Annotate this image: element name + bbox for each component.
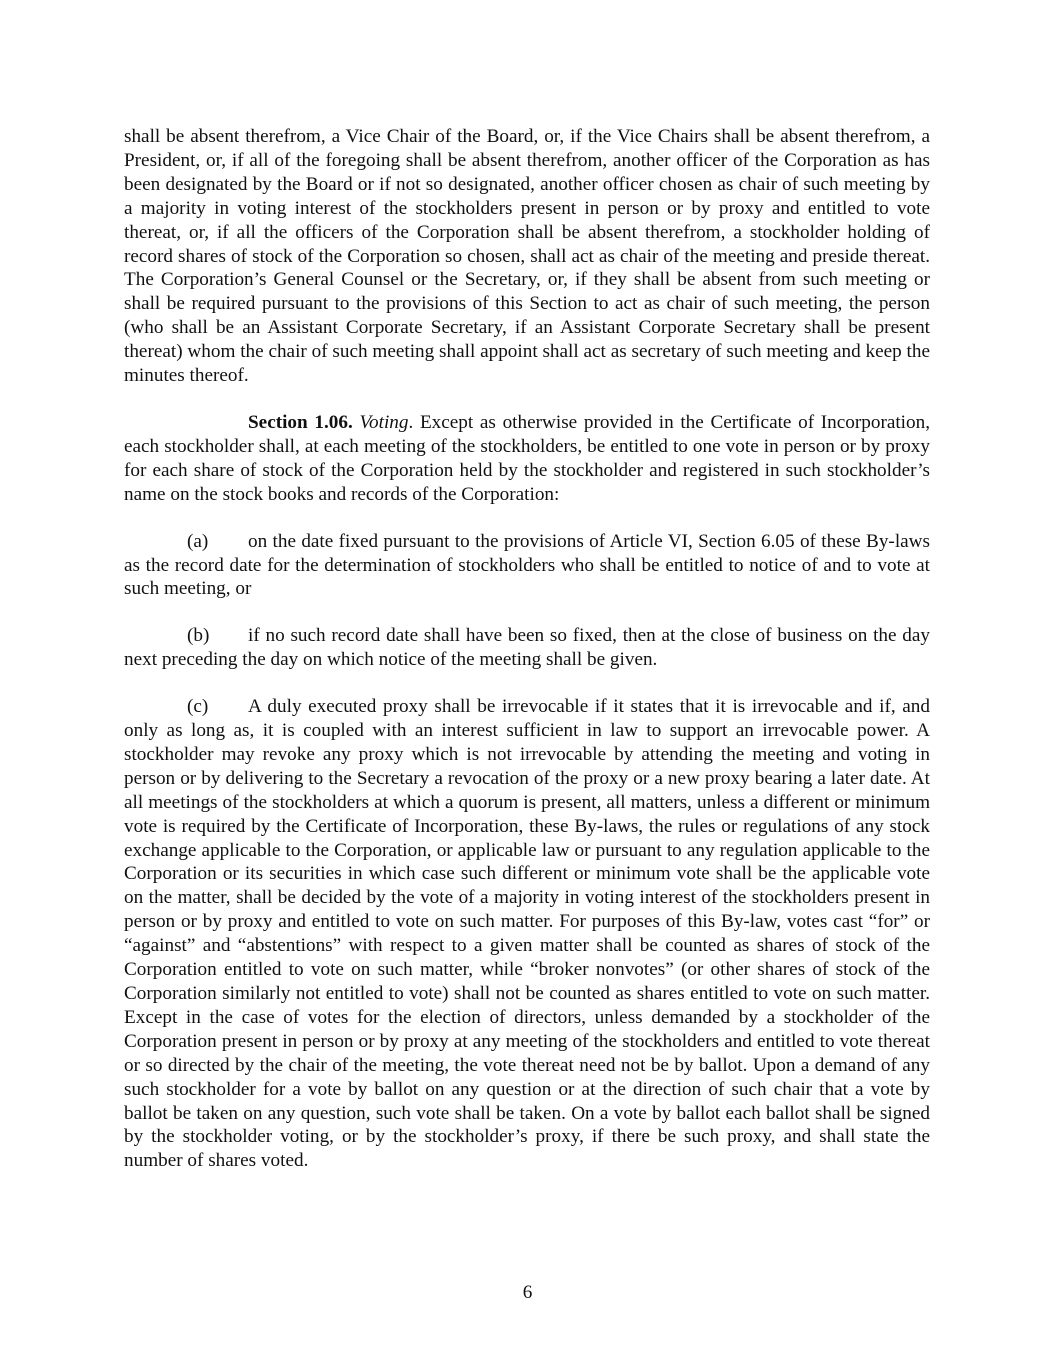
section-number: Section 1.06. xyxy=(248,411,353,433)
continued-paragraph: shall be absent therefrom, a Vice Chair of the Board, or, if the Vice Chairs shall be absent therefrom, a President, or, if all of the foregoing shall be absent therefrom, another officer of the Corporation as has been designated by the Board or if not so designated, another officer chosen as chair of such meeting by a majority in voting interest of the stockholders present in person or by proxy and entitled to vote thereat, or, if all the officers of the Corporation shall be absent therefrom, a stockholder holding of record shares of stock of the Corporation so chosen, shall act as chair of the meeting and preside thereat. The Corporation’s General Counsel or the Secretary, or, if they shall be absent from such meeting or shall be required pursuant to the provisions of this Section to act as chair of such meeting, the person (who shall be an Assistant Corporate Secretary, if an Assistant Corporate Secretary shall be present thereat) whom the chair of such meeting shall appoint shall act as secretary of such meeting and keep the minutes thereof. xyxy=(124,126,930,387)
list-item-label: (a) xyxy=(187,530,209,552)
page-number: 6 xyxy=(522,1282,533,1303)
list-item-text: A duly executed proxy shall be irrevocable if it states that it is irrevocable and if, and only as long as, it is coupled with an interest sufficient in law to support an irrevocable power. A stockholder may revoke any proxy which is not irrevocable by attending the meeting and voting in person or by delivering to the Secretary a revocation of the proxy or a new proxy bearing a later date. At all meetings of the stockholders at which a quorum is present, all matters, unless a different or minimum vote is required by the Certificate of Incorporation, these By-laws, the rules or regulations of any stock exchange applicable to the Corporation, or applicable law or pursuant to any regulation applicable to the Corporation or its securities in which case such different or minimum vote shall be the applicable vote on the matter, shall be decided by the vote of a majority in voting interest of the stockholders present in person or by proxy and entitled to vote on such matter. For purposes of this By-law, votes cast “for” or “against” and “abstentions” with respect to a given matter shall be counted as shares of stock of the Corporation entitled to vote on such matter, while “broker nonvotes” (or other shares of stock of the Corporation similarly not entitled to vote) shall not be counted as shares entitled to vote on such matter. Except in the case of votes for the election of directors, unless demanded by a stockholder of the Corporation present in person or by proxy at any meeting of the stockholders and entitled to vote thereat or so directed by the chair of the meeting, the vote thereat need not be by ballot. Upon a demand of any such stockholder for a vote by ballot on any question or at the direction of such chair that a vote by ballot be taken on any question, such vote shall be taken. On a vote by ballot each ballot shall be signed by the stockholder voting, or by the stockholder’s proxy, if there be such proxy, and shall state the number of shares voted. xyxy=(124,696,930,1172)
list-item-c xyxy=(124,695,930,1173)
section-title: Voting xyxy=(359,411,409,433)
list-item-text: if no such record date shall have been so fixed, then at the close of business on the day next preceding the day on which notice of the meeting shall be given. xyxy=(124,625,930,671)
document-page xyxy=(124,125,930,1196)
section-body: Except as otherwise provided in the Certificate of Incorporation, each stockholder shall, at each meeting of the stockholders, be entitled to one vote in person or by proxy for each share of stock of the Corporation held by the stockholder and registered in such stockholder’s name on the stock books and records of the Corporation: xyxy=(124,411,930,505)
list-item-label: (b) xyxy=(187,625,210,647)
list-item-text: on the date fixed pursuant to the provisions of Article VI, Section 6.05 of these By-laws as the record date for the determination of stockholders who shall be entitled to notice of and to vote at such meeting, or xyxy=(124,530,930,600)
section-paragraph xyxy=(124,411,930,507)
list-item-label: (c) xyxy=(187,696,209,718)
section-title-punct: . xyxy=(408,411,414,433)
list-item-b xyxy=(124,624,930,672)
list-item-a xyxy=(124,530,930,602)
